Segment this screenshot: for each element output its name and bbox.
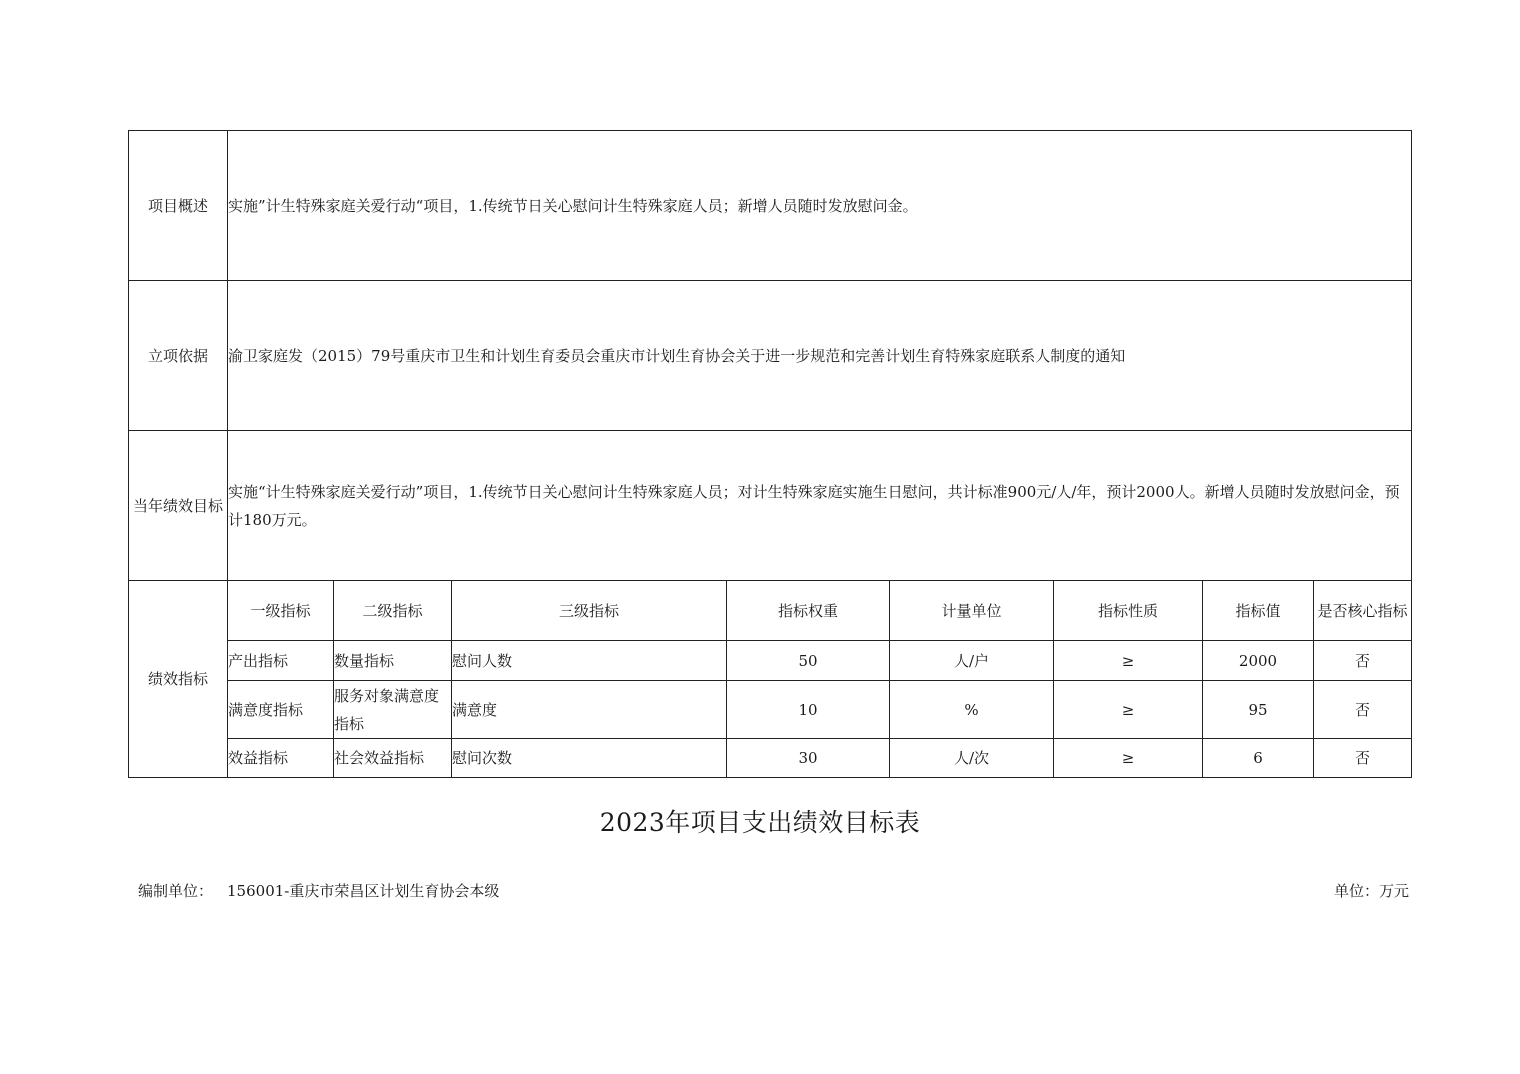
level1-cell: 效益指标 [228, 739, 334, 778]
header-value: 指标值 [1203, 581, 1314, 641]
core-cell: 否 [1314, 641, 1412, 681]
goal-label: 当年绩效目标 [129, 431, 228, 581]
header-weight: 指标权重 [727, 581, 890, 641]
org-value: 156001-重庆市荣昌区计划生育协会本级 [227, 882, 500, 900]
nature-cell: ≥ [1054, 641, 1203, 681]
core-cell: 否 [1314, 681, 1412, 739]
unit-cell: 人/户 [890, 641, 1054, 681]
weight-cell: 30 [727, 739, 890, 778]
level2-cell: 社会效益指标 [334, 739, 452, 778]
nature-cell: ≥ [1054, 681, 1203, 739]
nature-cell: ≥ [1054, 739, 1203, 778]
level3-cell: 慰问次数 [452, 739, 727, 778]
level1-cell: 产出指标 [228, 641, 334, 681]
currency-unit: 单位：万元 [1333, 882, 1409, 900]
org-info [138, 880, 499, 901]
performance-table [128, 130, 1412, 778]
header-core: 是否核心指标 [1314, 581, 1412, 641]
header-level1: 一级指标 [228, 581, 334, 641]
unit-cell: % [890, 681, 1054, 739]
weight-cell: 50 [727, 641, 890, 681]
basis-text: 渝卫家庭发（2015）79号重庆市卫生和计划生育委员会重庆市计划生育协会关于进一步规范和完善计划生育特殊家庭联系人制度的通知 [228, 281, 1412, 431]
goal-text: 实施“计生特殊家庭关爱行动”项目，1.传统节日关心慰问计生特殊家庭人员；对计生特殊家庭实施生日慰问，共计标准900元/人/年，预计2000人。新增人员随时发放慰问金，预计180万元。 [228, 431, 1412, 581]
table-row [129, 739, 1412, 778]
level3-cell: 慰问人数 [452, 641, 727, 681]
unit-cell: 人/次 [890, 739, 1054, 778]
value-cell: 2000 [1203, 641, 1314, 681]
level3-cell: 满意度 [452, 681, 727, 739]
table-row [129, 681, 1412, 739]
weight-cell: 10 [727, 681, 890, 739]
indicator-header-row [129, 581, 1412, 641]
value-cell: 6 [1203, 739, 1314, 778]
level2-cell: 数量指标 [334, 641, 452, 681]
core-cell: 否 [1314, 739, 1412, 778]
page-title: 2023年项目支出绩效目标表 [599, 808, 921, 837]
header-level3: 三级指标 [452, 581, 727, 641]
level2-cell: 服务对象满意度指标 [334, 681, 452, 739]
header-level2: 二级指标 [334, 581, 452, 641]
value-cell: 95 [1203, 681, 1314, 739]
level1-cell: 满意度指标 [228, 681, 334, 739]
overview-row [129, 131, 1412, 281]
overview-label: 项目概述 [129, 131, 228, 281]
indicators-label: 绩效指标 [129, 581, 228, 778]
basis-label: 立项依据 [129, 281, 228, 431]
org-label: 编制单位： [138, 882, 214, 900]
header-unit: 计量单位 [890, 581, 1054, 641]
overview-text: 实施”计生特殊家庭关爱行动“项目，1.传统节日关心慰问计生特殊家庭人员；新增人员随时发放慰问金。 [228, 131, 1412, 281]
basis-row [129, 281, 1412, 431]
header-nature: 指标性质 [1054, 581, 1203, 641]
goal-row [129, 431, 1412, 581]
table-row [129, 641, 1412, 681]
